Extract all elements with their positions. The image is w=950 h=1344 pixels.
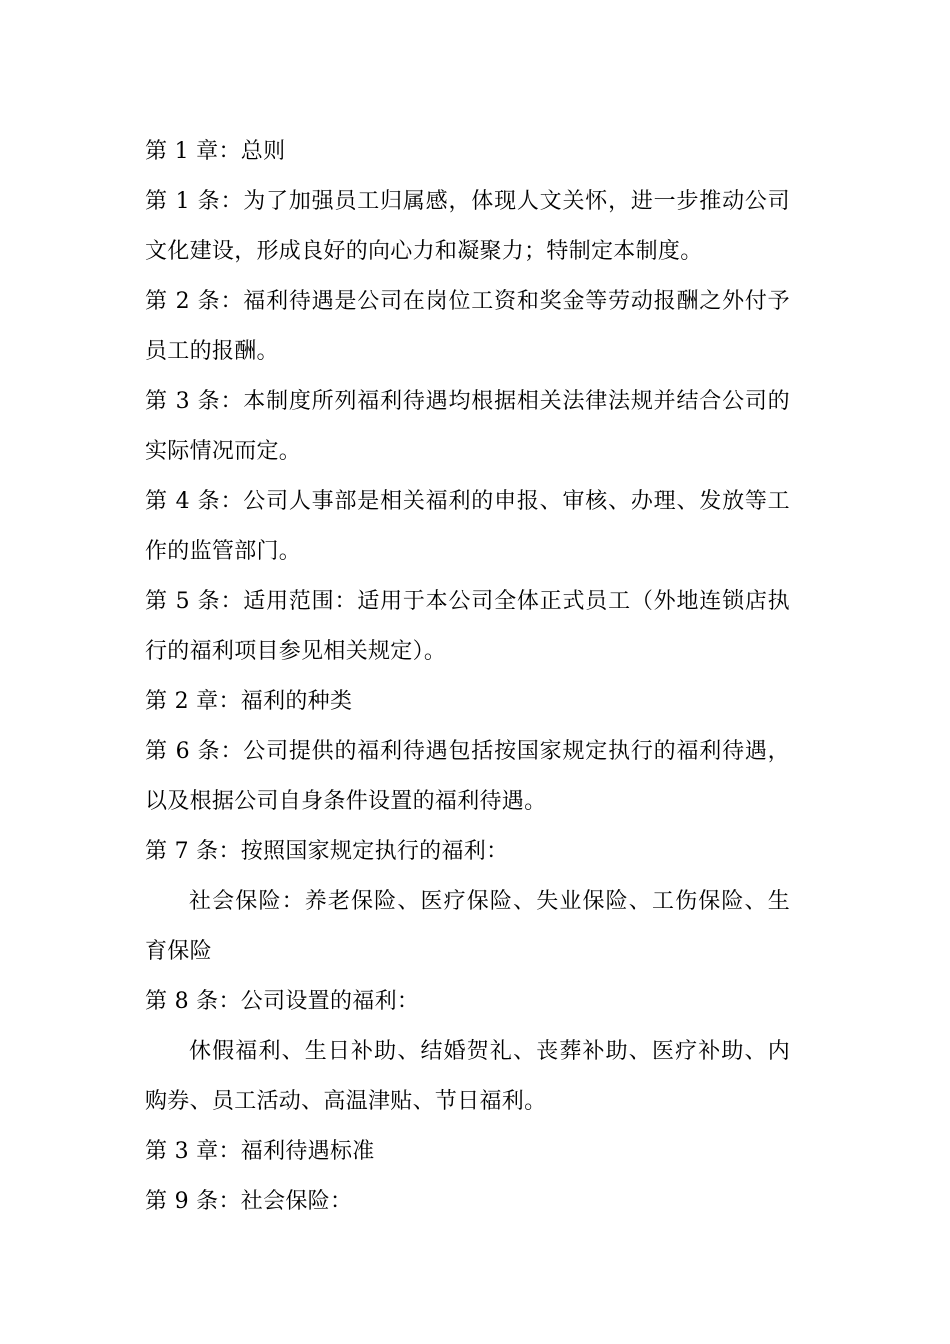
article-paragraph: 第 4 条：公司人事部是相关福利的申报、审核、办理、发放等工作的监管部门。: [145, 489, 790, 564]
indented-paragraph: 社会保险：养老保险、医疗保险、失业保险、工伤保险、生育保险: [145, 889, 790, 964]
article-paragraph: 第 8 条：公司设置的福利：: [145, 989, 420, 1014]
chapter-heading: 第 1 章：总则: [145, 139, 286, 164]
article-paragraph: 第 6 条：公司提供的福利待遇包括按国家规定执行的福利待遇，以及根据公司自身条件设置的福利待遇。: [145, 739, 790, 814]
article-paragraph: 第 2 条：福利待遇是公司在岗位工资和奖金等劳动报酬之外付予员工的报酬。: [145, 289, 790, 364]
chapter-heading: 第 2 章：福利的种类: [145, 689, 353, 714]
article-paragraph: 第 7 条：按照国家规定执行的福利：: [145, 839, 509, 864]
article-paragraph: 第 5 条：适用范围：适用于本公司全体正式员工（外地连锁店执行的福利项目参见相关规定）。: [145, 589, 790, 664]
document-body: [145, 127, 790, 1227]
article-paragraph: 第 3 条：本制度所列福利待遇均根据相关法律法规并结合公司的实际情况而定。: [145, 389, 790, 464]
indented-paragraph: 休假福利、生日补助、结婚贺礼、丧葬补助、医疗补助、内购券、员工活动、高温津贴、节日福利。: [145, 1039, 790, 1114]
article-paragraph: 第 9 条：社会保险：: [145, 1189, 353, 1214]
article-paragraph: 第 1 条：为了加强员工归属感，体现人文关怀，进一步推动公司文化建设，形成良好的向心力和凝聚力；特制定本制度。: [145, 189, 790, 264]
chapter-heading: 第 3 章：福利待遇标准: [145, 1139, 375, 1164]
